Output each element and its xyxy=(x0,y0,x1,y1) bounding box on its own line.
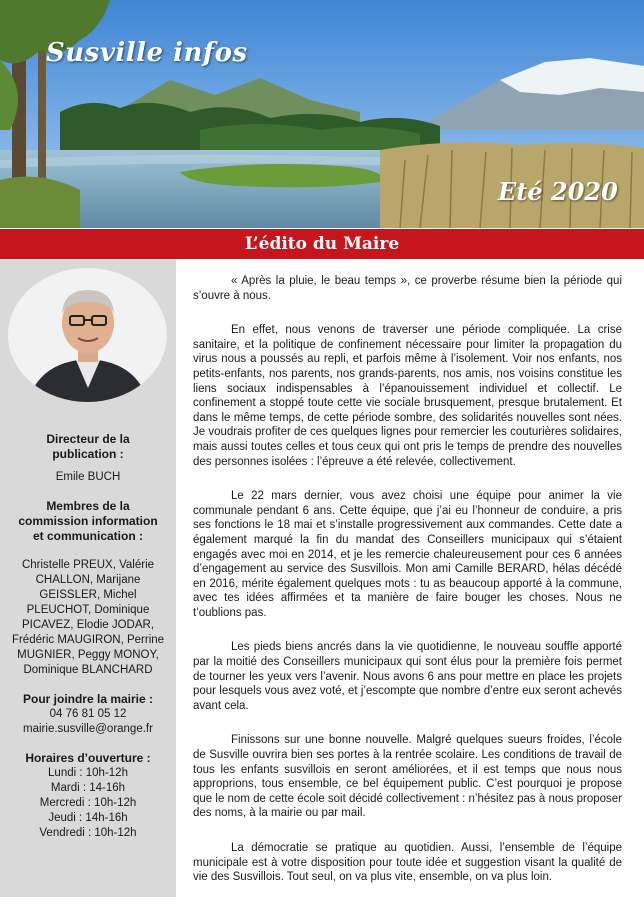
section-title: L’édito du Maire xyxy=(244,234,400,254)
header-banner xyxy=(0,0,644,228)
editorial-text xyxy=(193,274,622,905)
phone-number: 04 76 81 05 12 xyxy=(49,708,127,720)
mayor-portrait xyxy=(8,268,167,402)
editorial-paragraph: La démocratie se pratique au quotidien. Aussi, l’ensemble de l’équipe municipale est à votre disposition pour toute idée et suggestion visant la qualité de vie des Susvillois. Tout seul, on va plus vite, ensemble, on va plus loin. xyxy=(193,842,622,884)
hours-monday: Lundi : 10h-12h xyxy=(48,767,128,779)
editorial-paragraph: Finissons sur une bonne nouvelle. Malgré quelques sueurs froides, l’école de Susville ouvrira bien ses portes à la rentrée scolaire. Les conditions de travail de tous les enfants susvillois en seront améliorées, et il est temps que nous nous approprions, tous ensemble, ce bel équipement public. C’est pourquoi je propose que le nom de cette école soit décidé collectivement : n’hésitez pas à nous proposer des noms, à la mairie ou par mail. xyxy=(193,734,622,820)
contact-heading: Pour joindre la mairie : xyxy=(22,692,154,706)
hours-thursday: Jeudi : 14h-16h xyxy=(48,812,128,824)
editorial-paragraph: En effet, nous venons de traverser une période compliquée. La crise sanitaire, et la politique de confinement nécessaire pour limiter la propagation du virus nous a poussés au repli, et parfois même à l’isolement. Voir nos enfants, nos petits-enfants, nos parents, nos grands-parents, nos amis, nos voisins constitue les liens sociaux indispensables à l’épanouissement individuel et collectif. Le confinement a stoppé toute cette vie sociale brusquement, presque brutalement. Et dans le même temps, de cette période sombre, des solidarités nouvelles sont nées. Je voudrais profiter de ces quelques lignes pour remercier les couturières solidaires, mais aussi toutes celles et tous ceux qui ont pris le temps de prendre des nouvelles des personnes isolées : l’épreuve a été relevée, collectivement. xyxy=(193,324,622,468)
hours-heading: Horaires d’ouverture : xyxy=(25,751,151,765)
hours-wednesday: Mercredi : 10h-12h xyxy=(39,797,137,809)
editorial-paragraph: Le 22 mars dernier, vous avez choisi une équipe pour animer la vie communale pendant 6 ans. Cette équipe, que j’ai eu l’honneur de conduire, a pris ses fonctions le 18 mai et s’installe progressivement aux commandes. Cette date a également marqué la fin du mandat des Conseillers municipaux qui s’étaient engagés avec moi en 2014, et je les remercie chaleureusement pour ces 6 années d’engagement au service des Susvillois. Mon ami Camille BERARD, hélas décédé en 2016, mérite également quelques mots : tu as beaucoup apporté à la commune, avec tes idées affirmées et ta manière de faire bouger les choses. Nous ne t’oublions pas. xyxy=(193,490,622,619)
newsletter-title: Susville infos xyxy=(46,38,248,68)
sidebar-info xyxy=(0,432,176,841)
hours-tuesday: Mardi : 14-16h xyxy=(50,782,126,794)
editorial-paragraph: « Après la pluie, le beau temps », ce proverbe résume bien la période qui s’ouvre à nous. xyxy=(193,275,622,302)
edition-season: Eté 2020 xyxy=(498,177,618,206)
section-title-band xyxy=(0,229,644,259)
director-heading: Directeur de la publication : xyxy=(46,432,130,461)
director-name: Emile BUCH xyxy=(55,471,121,483)
members-heading: Membres de la commission information et communication : xyxy=(18,499,158,543)
email-address: mairie.susville@orange.fr xyxy=(23,723,153,735)
hours-friday: Vendredi : 10h-12h xyxy=(39,827,137,839)
members-list: Christelle PREUX, Valérie CHALLON, Marijane GEISSLER, Michel PLEUCHOT, Dominique PICAVEZ, Elodie JODAR, Frédéric MAUGIRON, Perrine MUGNIER, Peggy MONOY, Dominique BLANCHARD xyxy=(11,559,165,676)
editorial-paragraph: Les pieds biens ancrés dans la vie quotidienne, le nouveau souffle apporté par la moitié des Conseillers municipaux qui sont élus pour la première fois permet de tourner les yeux vers l’avenir. Nous avons 6 ans pour mettre en place les projets pour lesquels vous avez voté, et j’escompte que nombre d’entre eux seront achevés avant cela. xyxy=(193,641,622,712)
